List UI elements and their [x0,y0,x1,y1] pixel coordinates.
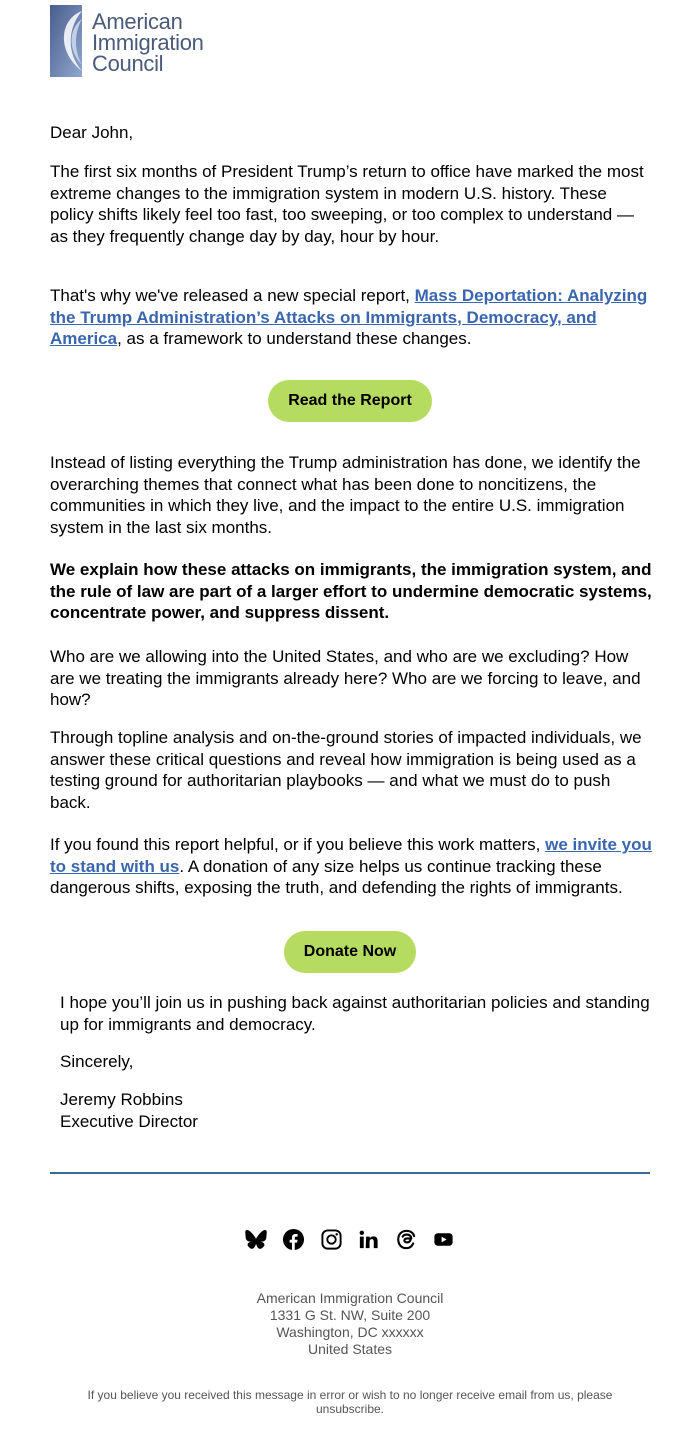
donation-paragraph-lead: If you found this report helpful, or if you believe this work matters, [50,835,546,854]
footer-divider [50,1172,650,1174]
questions-paragraph: Who are we allowing into the United States, and who are we excluding? How are we treating the immigrants already here? Who are we forcing to leave, and how? [50,647,641,710]
analysis-paragraph-container [50,727,652,813]
logo-line-2: Immigration [92,30,204,55]
greeting: Dear John, [50,123,134,142]
questions-paragraph-container [50,646,652,711]
key-statement: We explain how these attacks on immigrants, the immigration system, and the rule of law are part of a larger effort to undermine democratic systems, concentrate power, and suppress dissent. [50,560,652,623]
themes-paragraph-container [50,452,652,538]
instagram-icon [320,1228,343,1251]
threads-icon [395,1228,418,1251]
signer-title: Executive Director [60,1111,198,1131]
closing-paragraph-container [60,992,652,1035]
instagram-link[interactable] [315,1231,348,1248]
youtube-icon [432,1228,455,1251]
stand-with-us-link[interactable]: we invite you to stand with us [50,835,652,876]
read-report-button[interactable]: Read the Report [268,380,432,422]
bluesky-icon [245,1228,268,1251]
threads-link[interactable] [390,1231,423,1248]
linkedin-link[interactable] [352,1231,385,1248]
donation-paragraph-tail: . A donation of any size helps us continue tracking these dangerous shifts, exposing the truth, and defending the rights of immigrants. [50,856,623,898]
donate-now-button[interactable]: Donate Now [284,931,416,973]
footer-country: United States [307,1341,393,1357]
footer-address-line-2: Washington, DC xxxxxx [276,1324,424,1340]
intro-paragraph: The first six months of President Trump’s return to office have marked the most extreme changes to the immigration system in modern U.S. history. These policy shifts likely feel too fast, too sweeping, or too complex to understand — as they frequently change day by day, hour by hour. [50,162,644,246]
footer-org-name: American Immigration Council [256,1290,444,1306]
social-links [0,1228,700,1254]
themes-paragraph: Instead of listing everything the Trump administration has done, we identify the overarching themes that connect what has been done to noncitizens, the communities in which they live, and the impact to the entire U.S. immigration system in the last six months. [50,453,641,537]
linkedin-icon [357,1228,380,1251]
youtube-link[interactable] [427,1231,460,1248]
closing-paragraph: I hope you’ll join us in pushing back against authoritarian policies and standing up for immigrants and democracy. [60,993,650,1034]
analysis-paragraph: Through topline analysis and on-the-ground stories of impacted individuals, we answer these critical questions and reveal how immigration is being used as a testing ground for authoritarian playbooks — and what we must do to push back. [50,728,642,812]
donation-paragraph [50,834,652,899]
footer-address-line-1: 1331 G St. NW, Suite 200 [269,1307,431,1323]
logo-wordmark [92,11,204,74]
logo-line-1: American [92,9,183,34]
donation-paragraph-container [50,834,652,899]
sign-off-container [60,1051,652,1073]
signature-block [60,1089,652,1132]
intro-paragraph-container [50,161,652,247]
signer-name: Jeremy Robbins [60,1090,183,1109]
key-statement-container [50,559,652,624]
report-paragraph-tail: , as a framework to understand these changes. [117,329,472,349]
facebook-icon [282,1228,305,1251]
sign-off: Sincerely, [60,1052,134,1071]
logo-line-3: Council [92,51,164,76]
unsubscribe-note[interactable]: If you believe you received this message in error or wish to no longer receive email from us, please unsubscribe. [87,1388,613,1416]
email-body-intro [50,122,652,144]
logo-swoosh-icon [50,5,82,77]
facebook-link[interactable] [277,1231,310,1248]
report-title-link[interactable]: Mass Deportation: Analyzing the Trump Administration’s Attacks on Immigrants, Democracy, and America [50,286,648,349]
report-paragraph-lead: That's why we've released a new special report, [50,286,415,305]
footer-address [0,1290,700,1358]
report-paragraph [50,285,652,350]
organization-logo[interactable] [50,5,210,77]
report-paragraph-container [50,285,652,350]
bluesky-link[interactable] [240,1231,273,1248]
